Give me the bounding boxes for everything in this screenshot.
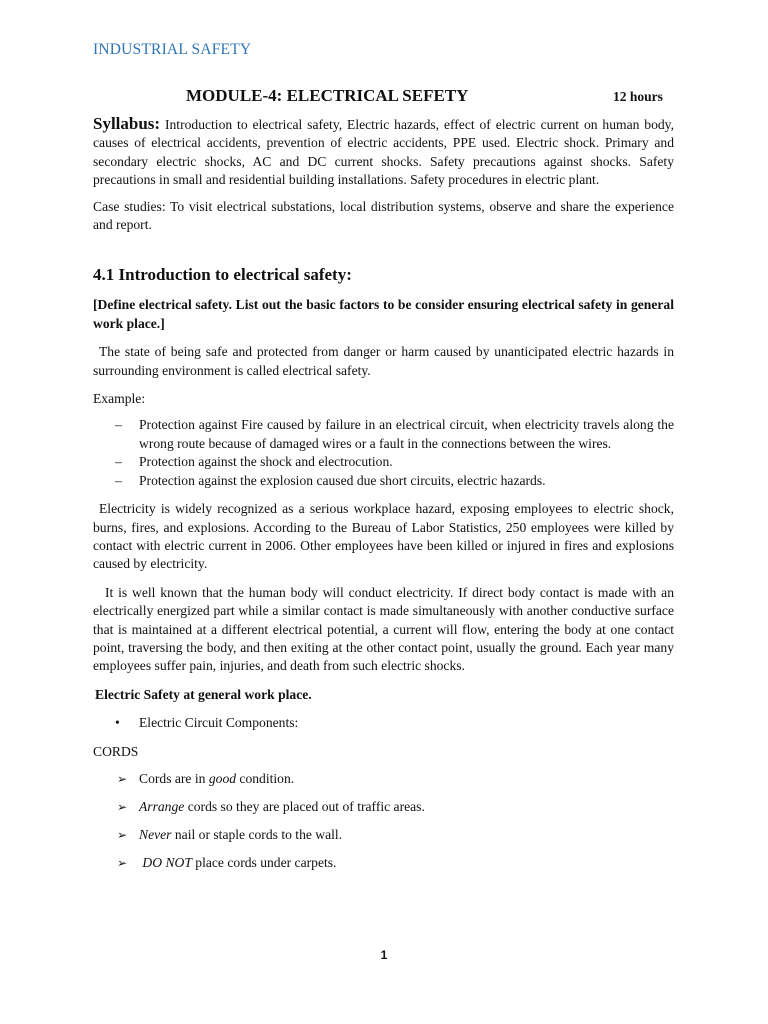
paragraph-hazards: Electricity is widely recognized as a serious workplace hazard, exposing employees to electric shock, burns, fires, and explosions. According to the Bureau of Labor Statistics, 250 employees were killed by contact with electric current in 2006. Other employees have been killed or injured in fires and explosions caused by electricity. — [93, 501, 674, 572]
module-title-row — [0, 86, 768, 108]
definition-paragraph: The state of being safe and protected from danger or harm caused by unanticipated electric hazards in surrounding environment is called electrical safety. — [93, 344, 674, 378]
module-title: MODULE-4: ELECTRICAL SEFETY — [186, 86, 469, 105]
list-item: – Protection against Fire caused by failure in an electrical circuit, when electricity travels along the wrong route because of damaged wires or a fault in the connections between the wires. — [115, 417, 674, 451]
dash-marker: – — [115, 417, 122, 433]
question-text: [Define electrical safety. List out the basic factors to be consider ensuring electrical safety in general work place.] — [93, 297, 674, 331]
list-item: ➢ Cords are in good condition. — [93, 770, 674, 788]
example-label: Example: — [93, 391, 146, 407]
page-content — [93, 115, 674, 873]
syllabus-text: Introduction to electrical safety, Electric hazards, effect of electric current on human body, causes of electrical accidents, prevention of electric accidents, PPE used. Electric shock. Primary and secondary electric shocks, AC and DC current shocks. Safety precautions against shocks. Safety precautions in small and residential building installations. Safety procedures in electric plant. — [93, 117, 674, 188]
list-item: – Protection against the shock and electrocution. — [93, 453, 674, 471]
list-item: ➢ Arrange cords so they are placed out of traffic areas. — [93, 798, 674, 816]
arrow-bullet-icon: ➢ — [117, 800, 128, 815]
cords-label: CORDS — [93, 743, 139, 759]
syllabus-label: Syllabus: — [93, 114, 161, 133]
subheading: Electric Safety at general work place. — [95, 686, 312, 702]
arrow-bullet-icon: ➢ — [117, 828, 128, 843]
paragraph-conduction: It is well known that the human body will conduct electricity. If direct body contact is made with an electrically energized part while a similar contact is made simultaneously with another conductive surface that is maintained at a different electrical potential, a current will flow, entering the body at one contact point, traversing the body, and then exiting at the other contact point, usually the ground. Each year many employees suffer pain, injuries, and death from such electric shocks. — [93, 584, 674, 674]
example-list — [93, 416, 674, 490]
section-heading: 4.1 Introduction to electrical safety: — [93, 265, 352, 285]
module-hours: 12 hours — [613, 89, 663, 104]
case-studies-paragraph: Case studies: To visit electrical substations, local distribution systems, observe and share the experience and report. — [93, 198, 674, 233]
list-item: ➢ Never nail or staple cords to the wall. — [93, 826, 674, 844]
dash-marker: – — [115, 472, 122, 488]
page-number: 1 — [380, 948, 388, 962]
dash-marker: – — [115, 454, 122, 470]
bullet-marker: • — [115, 715, 120, 731]
running-header: INDUSTRIAL SAFETY — [93, 41, 252, 58]
list-item: – Protection against the explosion caused due short circuits, electric hazards. — [93, 472, 674, 490]
arrow-bullet-icon: ➢ — [117, 772, 128, 787]
arrow-bullet-icon: ➢ — [117, 856, 128, 871]
syllabus-paragraph — [93, 115, 674, 190]
bullet-item: • Electric Circuit Components: — [93, 714, 674, 732]
list-item: ➢ DO NOT place cords under carpets. — [93, 854, 674, 872]
